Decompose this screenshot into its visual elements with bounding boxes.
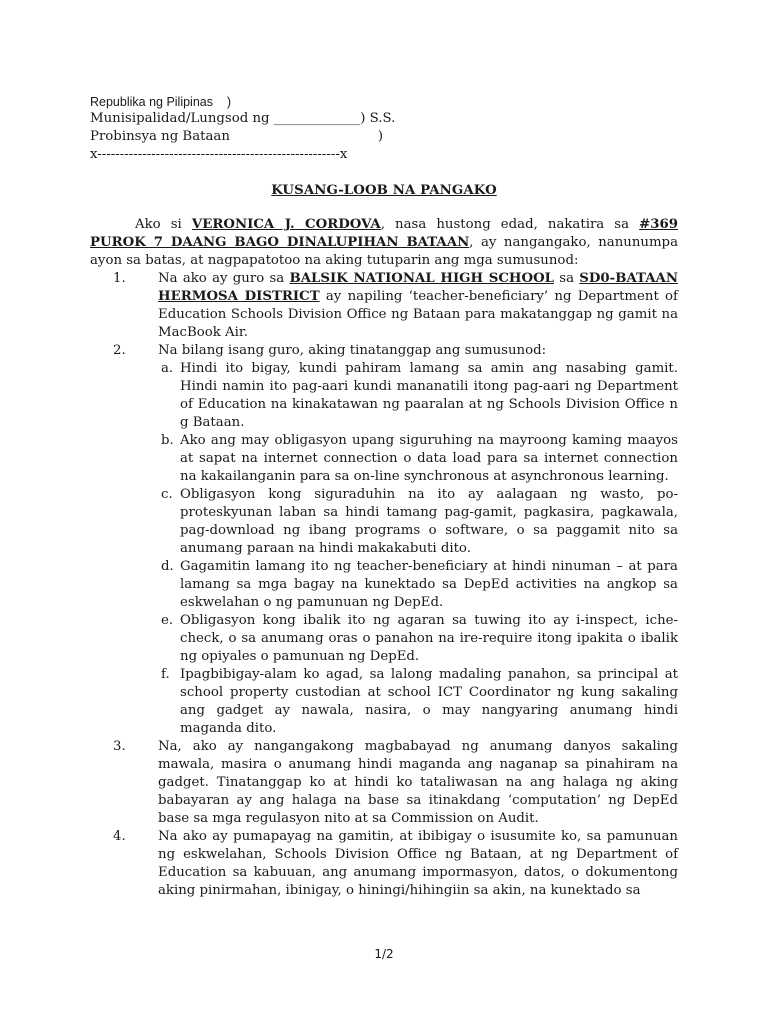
sub-item-letter: c. — [161, 487, 173, 502]
sub-item-text: Hindi ito bigay, kundi pahiram lamang sa amin ang nasabing gamit. Hindi namin ito pag-aari kundi mananatili itong pag-aari ng Department of Education na kinakatawan ng paaralan at ng Schools Division Office n g Bataan. — [180, 361, 678, 430]
affiant-address: #369 PUROK 7 DAANG BAGO DINALUPIHAN BATAAN — [90, 217, 679, 250]
item-text: Na bilang isang guro, aking tinatanggap ang sumusunod: — [158, 343, 547, 358]
item-number: 2. — [113, 343, 126, 358]
sub-item-letter: b. — [161, 433, 174, 448]
sub-item-text: Ako ang may obligasyon upang siguruhing na mayroong kaming maayos at sapat na internet connection o data load para sa internet connection na kakailanganin para sa on-line synchronous at asynchronous learning. — [180, 433, 678, 484]
intro-text: , ay nangangako, nanunumpa ayon sa batas, at nagpapatotoo na aking tutuparin ang mga sumusunod: — [90, 235, 678, 268]
page-number: 1/2 — [374, 947, 394, 961]
school-name: BALSIK NATIONAL HIGH SCHOOL — [289, 271, 555, 286]
intro-text: , nasa hustong edad, nakatira sa — [380, 217, 640, 232]
item-number: 4. — [113, 829, 126, 844]
item-text: sa — [554, 271, 580, 286]
sub-item-d — [90, 558, 678, 612]
item-text: ay napiling ‘teacher-beneficiary’ ng Department of Education Schools Division Office ng Bataan para makatanggap ng gamit na MacBook Air. — [158, 289, 678, 340]
sub-item-e — [90, 612, 678, 666]
list-item-4 — [90, 828, 678, 900]
item-number: 3. — [113, 739, 126, 754]
item-text: Na ako ay guro sa — [158, 271, 290, 286]
list-item-3 — [90, 738, 678, 828]
list-item-2 — [90, 342, 678, 360]
item-text: Na, ako ay nangangakong magbabayad ng anumang danyos sakaling mawala, masira o anumang hindi maganda ang naganap sa pinahiram na gadget. Tinatanggap ko at hindi ko tataliwasan na ang halaga ng aking babayaran ay ang halaga na base sa itinakdang ‘computation’ ng DepEd base sa mga regulasyon nito at sa Commission on Audit. — [158, 739, 678, 826]
header-republic: Republika ng Pilipinas ) — [90, 95, 232, 109]
sub-item-f — [90, 666, 678, 738]
sub-item-a — [90, 360, 678, 432]
sub-item-letter: a. — [161, 361, 174, 376]
sub-item-letter: e. — [161, 613, 174, 628]
sub-item-text: Obligasyon kong ibalik ito ng agaran sa tuwing ito ay i-inspect, iche-check, o sa anumang oras o panahon na ire-require itong ipakita o ibalik ng opiyales o pamunuan ng DepEd. — [180, 613, 678, 664]
header-separator: x------------------------------------------------------x — [90, 147, 348, 162]
intro-text: Ako si — [135, 217, 192, 232]
item-number: 1. — [113, 271, 126, 286]
sub-item-text: Ipagbibigay-alam ko agad, sa lalong madaling panahon, sa principal at school property custodian at school ICT Coordinator ng kung sakaling ang gadget ay nawala, nasira, o may nangyaring anumang hindi maganda dito. — [180, 667, 678, 736]
header-province: Probinsya ng Bataan ) — [90, 129, 384, 144]
list-item-1 — [90, 270, 678, 342]
sub-item-letter: d. — [161, 559, 174, 574]
sub-item-c — [90, 486, 678, 558]
sub-item-letter: f. — [161, 667, 170, 682]
intro-paragraph — [90, 216, 678, 270]
sub-item-text: Gagamitin lamang ito ng teacher-beneficiary at hindi ninuman – at para lamang sa mga bagay na kunektado sa DepEd activities na angkop sa eskwelahan o ng pamunuan ng DepEd. — [180, 559, 678, 610]
affiant-name: VERONICA J. CORDOVA — [191, 217, 381, 232]
sub-item-text: Obligasyon kong siguraduhin na ito ay aalagaan ng wasto, po-proteskyunan laban sa hindi tamang pag-gamit, pagkasira, pagkawala, pag-download ng ibang programs o software, o sa paggamit nito sa anumang paraan na hindi makakabuti dito. — [180, 487, 678, 556]
document-title: KUSANG-LOOB NA PANGAKO — [271, 183, 497, 198]
document-body — [90, 216, 678, 900]
sub-item-b — [90, 432, 678, 486]
item-text: Na ako ay pumapayag na gamitin, at ibibigay o isusumite ko, sa pamunuan ng eskwelahan, Schools Division Office ng Bataan, at ng Department of Education sa kabuuan, ang anumang impormasyon, datos, o dokumentong aking pinirmahan, ibinigay, o hiningi/hihingiin sa akin, na kunektado sa — [158, 829, 678, 898]
header-municipality: Munisipalidad/Lungsod ng _____________) S.S. — [90, 111, 396, 126]
district-name: SD0-BATAAN HERMOSA DISTRICT — [158, 271, 678, 304]
